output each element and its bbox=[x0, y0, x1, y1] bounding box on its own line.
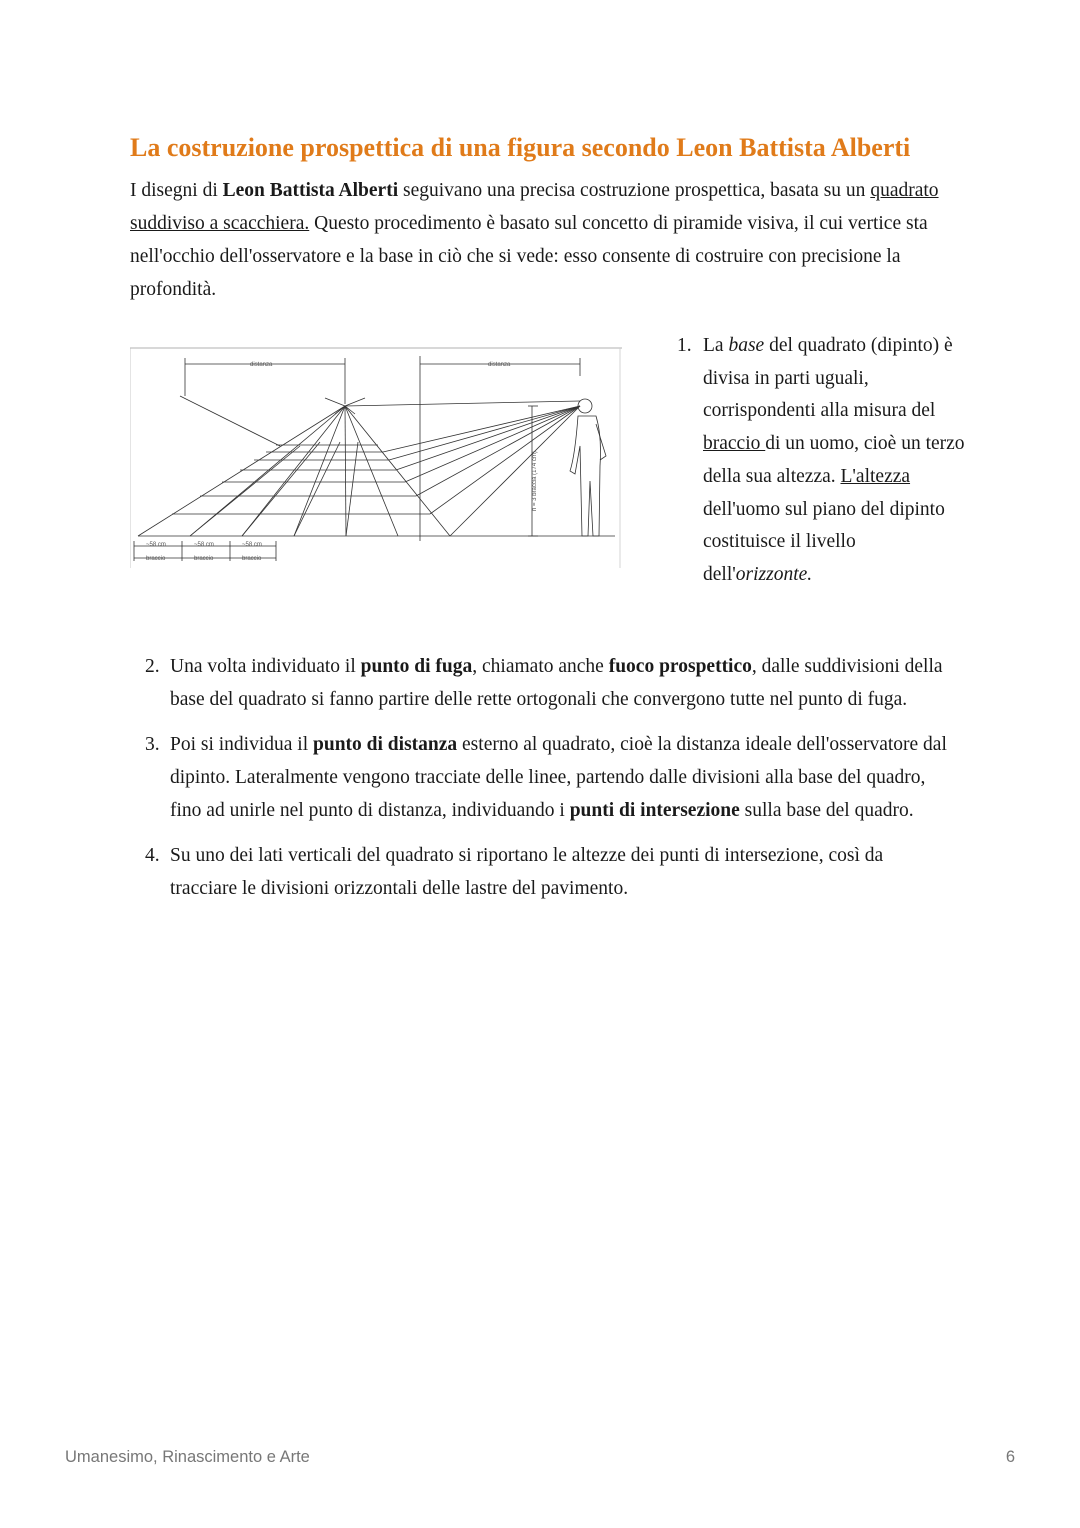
step1-underline-braccio: braccio bbox=[703, 433, 766, 455]
steps-list-side bbox=[677, 330, 967, 592]
step3-bold-2: punti di intersezione bbox=[569, 800, 740, 821]
list-item-4 bbox=[145, 839, 955, 905]
list-item-3 bbox=[145, 728, 955, 827]
page-number: 6 bbox=[1005, 1448, 1015, 1466]
step4-text-1: Su uno dei lati verticali del quadrato si riportano le altezze dei punti di intersezione, così da tracciare le divisioni orizzontali delle lastre del pavimento. bbox=[170, 845, 884, 899]
intro-paragraph bbox=[130, 174, 950, 306]
list-item-text bbox=[703, 330, 967, 592]
step1-underline-altezza: L'altezza bbox=[840, 465, 911, 487]
list-item-text bbox=[170, 650, 955, 716]
list-item-1 bbox=[677, 330, 967, 592]
step1-italic-orizzonte: orizzonte. bbox=[735, 563, 813, 585]
list-item-number: 2. bbox=[145, 656, 160, 677]
perspective-diagram-svg bbox=[130, 346, 622, 568]
intro-underline-quadrato: quadrato suddiviso a scacchiera. bbox=[130, 180, 939, 234]
step2-bold-1: punto di fuga bbox=[360, 656, 473, 677]
step1-text-2: del quadrato (dipinto) è divisa in parti uguali, corrispondenti alla misura del bbox=[703, 335, 953, 422]
list-item-text bbox=[170, 839, 955, 905]
label-cm-3: ~58 cm bbox=[242, 542, 262, 548]
list-item-number: 1. bbox=[677, 335, 692, 356]
list-item-2 bbox=[145, 650, 955, 716]
intro-text-2: seguivano una precisa costruzione prospettica, basata su un bbox=[398, 180, 871, 201]
steps-list-main bbox=[145, 650, 955, 917]
step1-text-1: La bbox=[703, 335, 729, 356]
perspective-diagram bbox=[130, 346, 622, 568]
list-item-number: 3. bbox=[145, 734, 160, 755]
list-item-number: 4. bbox=[145, 845, 160, 866]
label-cm-2: ~58 cm bbox=[194, 542, 214, 548]
label-braccio-1: braccio bbox=[146, 556, 166, 562]
label-distanza-left: distanza bbox=[250, 362, 273, 368]
footer-title: Umanesimo, Rinascimento e Arte bbox=[65, 1448, 310, 1466]
intro-text-1: I disegni di bbox=[130, 180, 223, 201]
step3-bold-1: punto di distanza bbox=[313, 734, 458, 755]
label-height: h = 3 braccia (174 cm) bbox=[532, 451, 538, 511]
step2-text-3: , dalle suddivisioni della base del quadrato si fanno partire delle rette ortogonali che convergono tutte nel punto di fuga. bbox=[170, 656, 943, 710]
step1-text-4: dell'uomo sul piano del dipinto costituisce il livello dell' bbox=[703, 498, 945, 585]
label-cm-1: ~58 cm bbox=[146, 542, 166, 548]
step3-text-3: sulla base del quadro. bbox=[739, 800, 914, 821]
page-title: La costruzione prospettica di una figura secondo Leon Battista Alberti bbox=[130, 133, 911, 162]
label-distanza-right: distanza bbox=[488, 362, 511, 368]
intro-bold-alberti: Leon Battista Alberti bbox=[222, 180, 399, 201]
label-braccio-3: braccio bbox=[242, 556, 262, 562]
step3-text-1: Poi si individua il bbox=[170, 734, 314, 755]
step2-text-2: , chiamato anche bbox=[472, 656, 609, 677]
step1-italic-base: base bbox=[728, 335, 765, 356]
step2-text-1: Una volta individuato il bbox=[170, 656, 361, 677]
step2-bold-2: fuoco prospettico bbox=[608, 656, 752, 677]
step1-text-3: di un uomo, cioè un terzo della sua altezza. bbox=[703, 433, 965, 487]
label-braccio-2: braccio bbox=[194, 556, 214, 562]
list-item-text bbox=[170, 728, 955, 827]
intro-text-3: Questo procedimento è basato sul concetto di piramide visiva, il cui vertice sta nell'occhio dell'osservatore e la base in ciò che si vede: esso consente di costruire con precisione la profondità. bbox=[130, 213, 928, 300]
step3-text-2: esterno al quadrato, cioè la distanza ideale dell'osservatore dal dipinto. Lateralmente vengono tracciate delle linee, partendo dalle divisioni alla base del quadro, fino ad unirle nel punto di distanza, individuando i bbox=[170, 734, 947, 821]
